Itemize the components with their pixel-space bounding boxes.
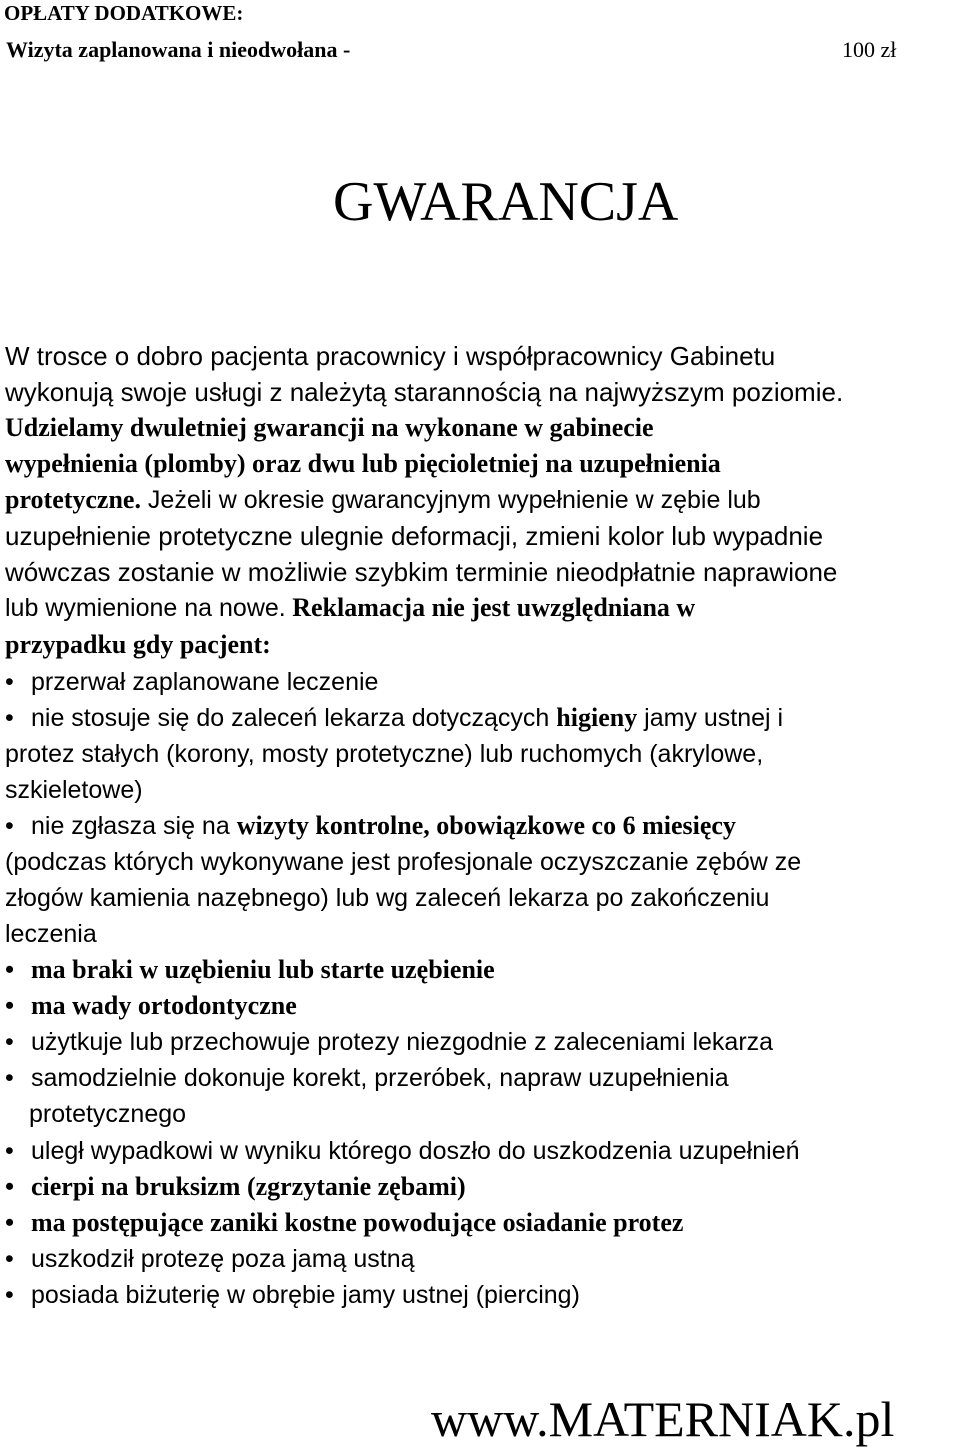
list-item-text: ma wady ortodontyczne [31,991,297,1020]
list-item-text: cierpi na bruksizm (zgrzytanie zębami) [31,1172,466,1201]
fee-label: Wizyta zaplanowana i nieodwołana - [6,37,351,62]
intro-line-3: Udzielamy dwuletniej gwarancji na wykonane w gabinecie [5,413,654,442]
list-item-text: nie zgłasza się na [31,812,237,840]
list-item [5,1277,580,1313]
list-item-bold: higieny [556,703,638,732]
intro-line-2: wykonują swoje usługi z należytą starannością na najwyższym poziomie. [5,377,844,407]
intro-line-1: W trosce o dobro pacjenta pracownicy i współpracownicy Gabinetu [5,341,776,371]
list-item [5,1060,729,1096]
intro-regular-fragment: Jeżeli w okresie gwarancyjnym wypełnienie w zębie lub [140,486,761,514]
intro-regular-fragment: lub wymienione na nowe. [5,594,286,622]
bullet-icon: • [5,1172,15,1201]
intro-line-7: wówczas zostanie w możliwie szybkim terminie nieodpłatnie naprawione [5,557,838,587]
intro-line-9: przypadku gdy pacjent: [5,630,271,659]
bullet-icon: • [5,1208,15,1237]
list-item [5,808,736,844]
fees-heading: OPŁATY DODATKOWE: [4,1,244,25]
list-item-text: ma postępujące zaniki kostne powodujące osiadanie protez [31,1208,684,1237]
fee-amount: 100 zł [842,37,897,62]
list-item [5,1205,683,1241]
list-item [5,1241,415,1277]
bullet-icon: • [5,812,14,840]
list-item-text: posiada biżuterię w obrębie jamy ustnej (piercing) [31,1281,580,1309]
list-item [5,700,783,736]
intro-line-8 [5,590,695,626]
list-item-continuation: złogów kamienia nazębnego) lub wg zaleceń lekarza po zakończeniu [5,884,770,912]
bullet-icon: • [5,668,14,696]
list-item-bold: wizyty kontrolne, obowiązkowe co 6 miesięcy [236,811,736,840]
intro-line-4: wypełnienia (plomby) oraz dwu lub pięcioletniej na uzupełnienia [5,449,721,478]
bullet-icon: • [5,1137,14,1165]
intro-bold-fragment: Reklamacja nie jest uwzględniana w [285,593,696,622]
list-item [5,664,378,700]
list-item-text: ma braki w uzębieniu lub starte uzębienie [31,955,495,984]
list-item-continuation: leczenia [5,920,97,948]
bullet-icon: • [5,1245,14,1273]
intro-line-6: uzupełnienie protetyczne ulegnie deformacji, zmieni kolor lub wypadnie [5,521,824,551]
list-item [5,1024,773,1060]
list-item [5,988,297,1024]
bullet-icon: • [5,1064,14,1092]
intro-bold-fragment: protetyczne. [5,485,141,514]
list-item-text: samodzielnie dokonuje korekt, przeróbek, napraw uzupełnienia [31,1064,729,1092]
list-item-continuation: szkieletowe) [5,776,143,804]
list-item-continuation: protez stałych (korony, mosty protetyczne) lub ruchomych (akrylowe, [5,740,764,768]
list-item-text: użytkuje lub przechowuje protezy niezgodnie z zaleceniami lekarza [31,1028,774,1056]
bullet-icon: • [5,704,14,732]
list-item-continuation: protetycznego [29,1100,187,1128]
bullet-icon: • [5,991,15,1020]
bullet-icon: • [5,1028,14,1056]
list-item-continuation: (podczas których wykonywane jest profesjonale oczyszczanie zębów ze [5,848,802,876]
list-item [5,952,495,988]
list-item-text: uległ wypadkowi w wyniku którego doszło do uszkodzenia uzupełnień [31,1137,800,1165]
list-item-text: uszkodził protezę poza jamą ustną [31,1245,415,1273]
page-title: GWARANCJA [333,171,679,233]
footer-website: www.MATERNIAK.pl [431,1391,895,1447]
bullet-icon: • [5,1281,14,1309]
list-item [5,1133,800,1169]
list-item-text: jamy ustnej i [637,704,784,732]
list-item-text: nie stosuje się do zaleceń lekarza dotyczących [31,704,557,732]
bullet-icon: • [5,955,15,984]
list-item-text: przerwał zaplanowane leczenie [31,668,379,696]
intro-line-5 [5,482,761,518]
list-item [5,1169,466,1205]
